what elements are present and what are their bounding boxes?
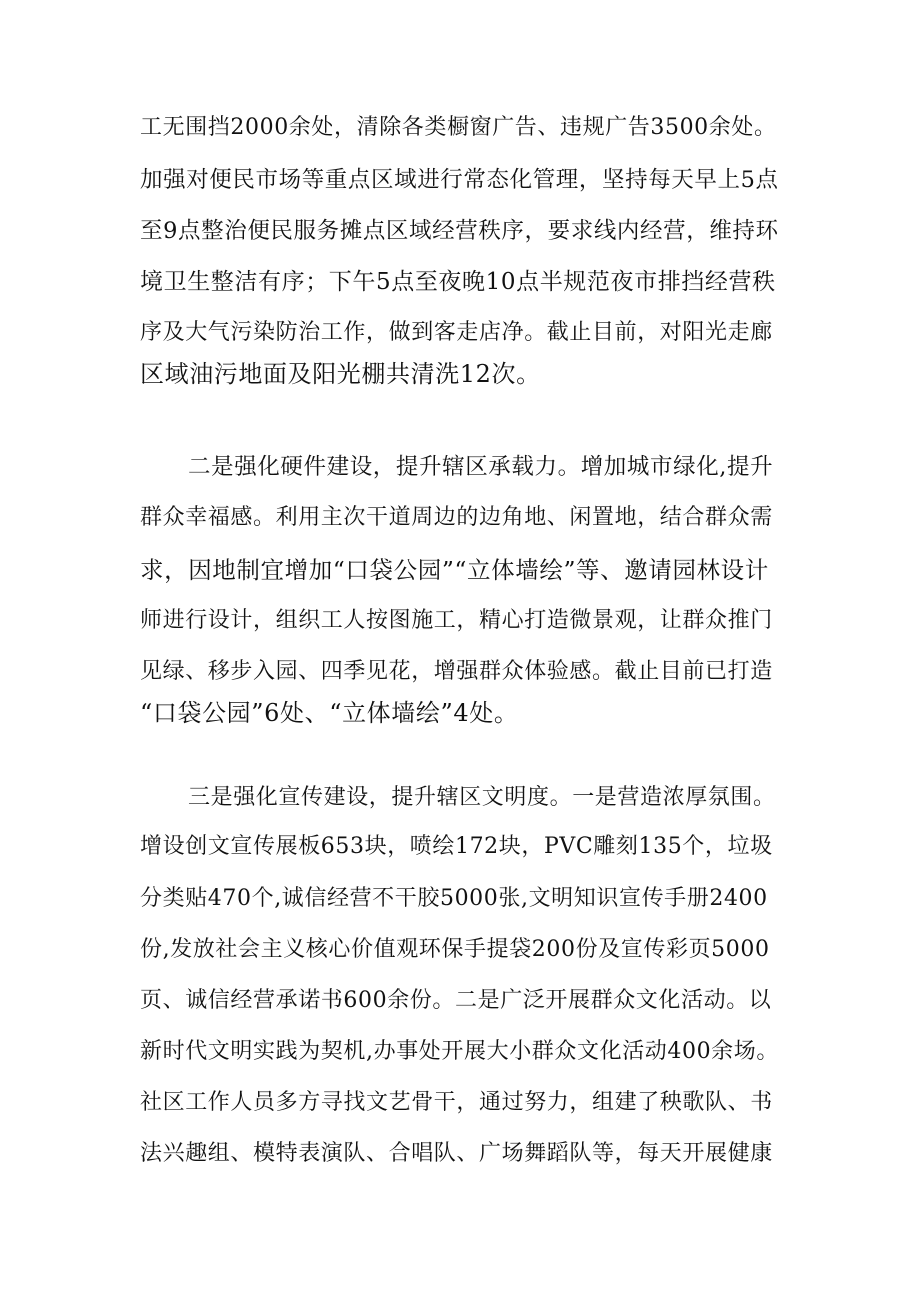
paragraph-1-line-4: 境卫生整洁有序；下午5点至夜晚10点半规范夜市排挡经营秩 xyxy=(140,269,776,295)
paragraph-3-line-1: 三是强化宣传建设，提升辖区文明度。一是营造浓厚氛围。 xyxy=(188,785,776,810)
paragraph-3-line-3: 分类贴470个,诚信经营不干胶5000张,文明知识宣传手册2400 xyxy=(140,886,768,911)
paragraph-1-line-3: 至9点整治便民服务摊点区域经营秩序，要求线内经营，维持环 xyxy=(140,218,779,244)
paragraph-3-line-8: 法兴趣组、模特表演队、合唱队、广场舞蹈队等，每天开展健康 xyxy=(140,1141,773,1166)
paragraph-3-line-2: 增设创文宣传展板653块，喷绘172块，PVC雕刻135个，垃圾 xyxy=(140,834,773,859)
paragraph-1-line-2: 加强对便民市场等重点区域进行常态化管理，坚持每天早上5点 xyxy=(140,167,779,193)
paragraph-2-line-2: 群众幸福感。利用主次干道周边的边角地、闲置地，结合群众需 xyxy=(140,505,773,530)
paragraph-3-line-7: 社区工作人员多方寻找文艺骨干，通过努力，组建了秧歌队、书 xyxy=(140,1090,773,1115)
paragraph-2-line-3: 求，因地制宜增加“口袋公园”“立体墙绘”等、邀请园林设计 xyxy=(140,556,769,584)
paragraph-3-line-4: 份,发放社会主义核心价值观环保手提袋200份及宣传彩页5000 xyxy=(140,937,770,962)
paragraph-1-line-1: 工无围挡2000余处，清除各类橱窗广告、违规广告3500余处。 xyxy=(140,115,777,140)
paragraph-1-line-5: 序及大气污染防治工作，做到客走店净。截止目前，对阳光走廊 xyxy=(140,320,773,345)
paragraph-1-line-6: 区域油污地面及阳光棚共清洗12次。 xyxy=(140,360,541,388)
paragraph-3-line-5: 页、诚信经营承诺书600余份。二是广泛开展群众文化活动。以 xyxy=(140,988,772,1013)
paragraph-3-line-6: 新时代文明实践为契机,办事处开展大小群众文化活动400余场。 xyxy=(140,1039,779,1064)
paragraph-2-line-1: 二是强化硬件建设，提升辖区承载力。增加城市绿化,提升 xyxy=(188,454,774,480)
paragraph-2-line-4: 师进行设计，组织工人按图施工，精心打造微景观，让群众推门 xyxy=(140,608,773,633)
paragraph-2-line-6: “口袋公园”6处、“立体墙绘”4处。 xyxy=(140,699,519,727)
paragraph-2-line-5: 见绿、移步入园、四季见花，增强群众体验感。截止目前已打造 xyxy=(140,659,773,684)
